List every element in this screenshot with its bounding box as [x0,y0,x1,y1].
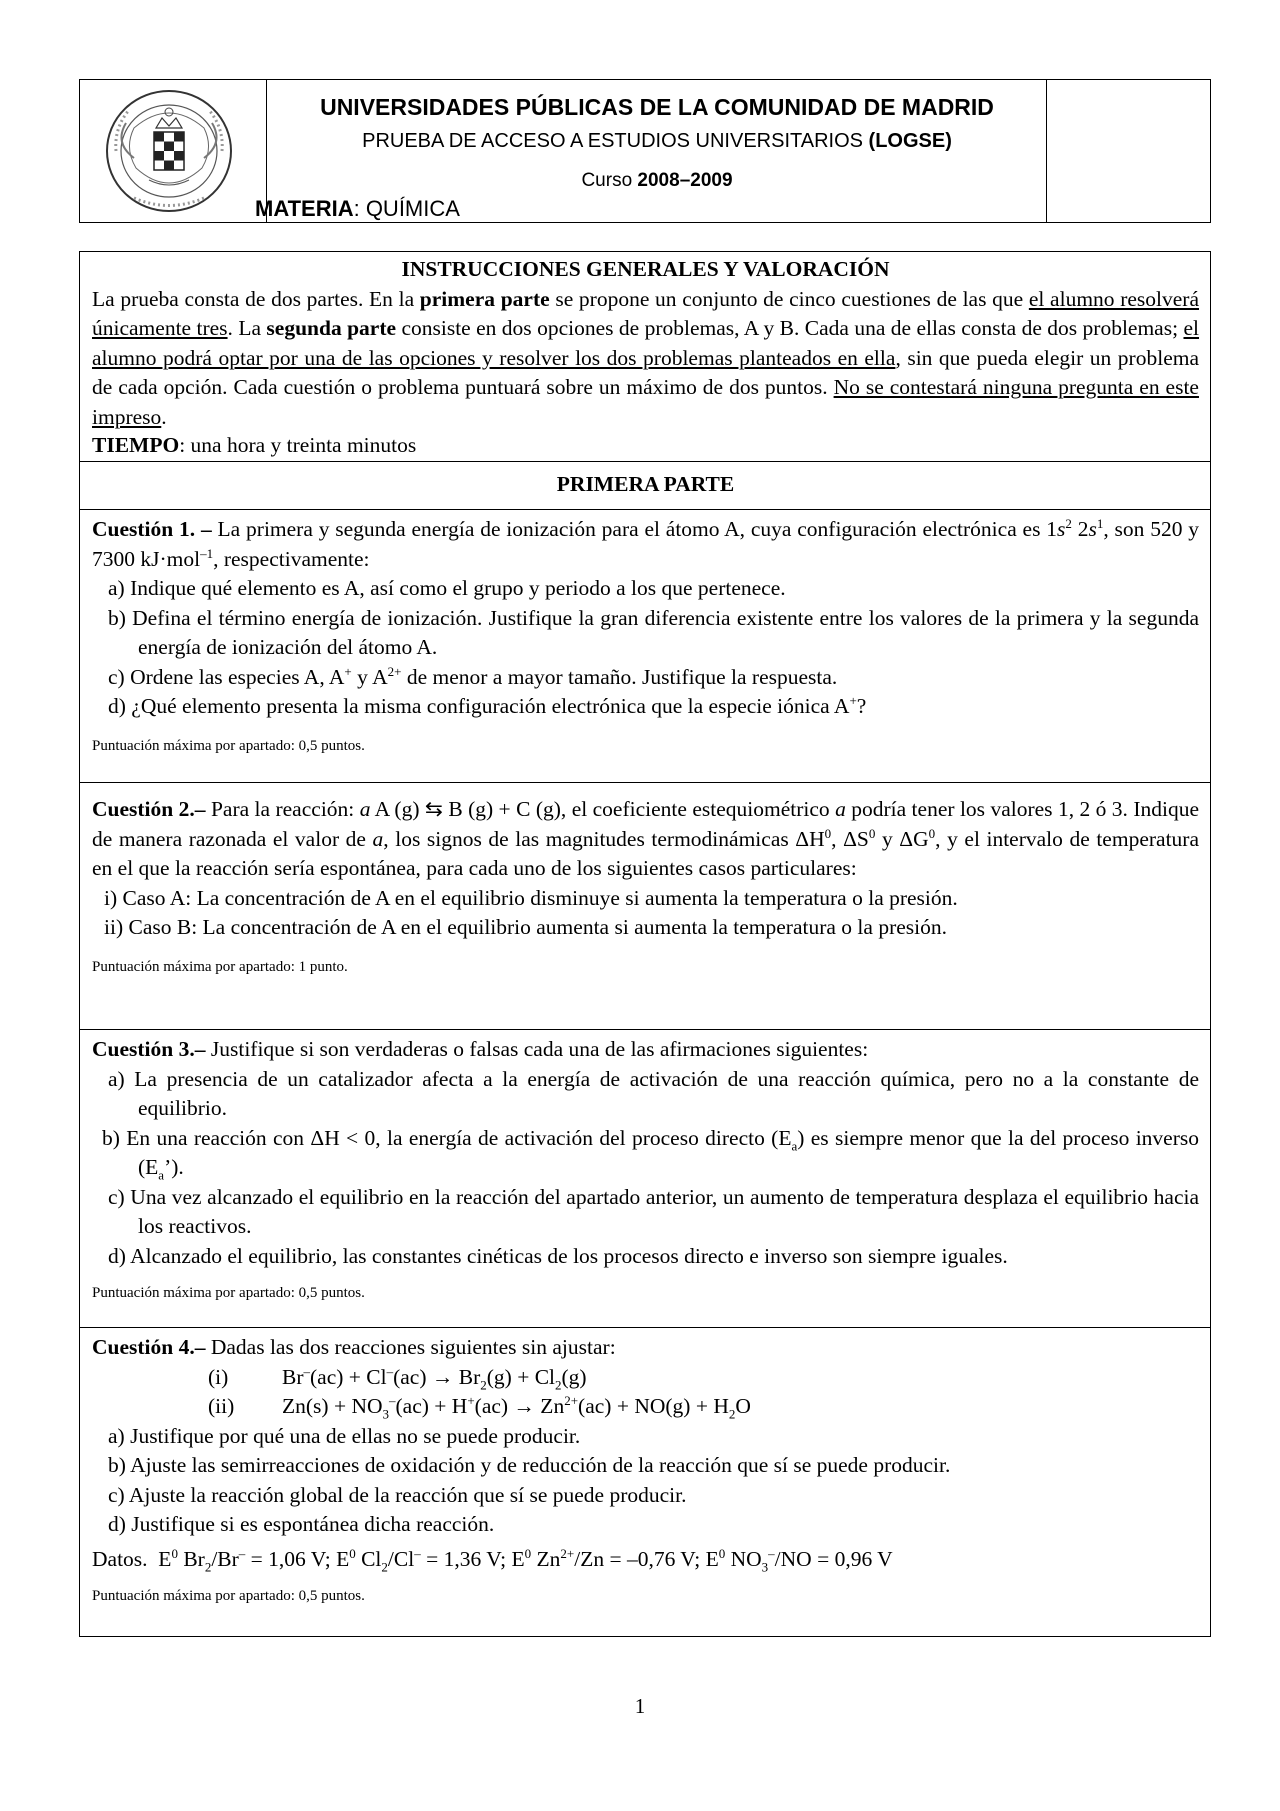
q3-item-d: d) Alcanzado el equilibrio, las constantes cinéticas de los procesos directo e inverso son siempre iguales. [108,1243,1008,1268]
q2-p1: Para la reacción: [205,797,360,821]
q4-r2-sup-2p: 2+ [564,1392,579,1408]
q1-score: Puntuación máxima por apartado: 0,5 puntos. [92,737,365,754]
q1-intro [92,515,1199,574]
time-label: TIEMPO [92,433,180,457]
instr-u2: el alumno podrá optar por una de las opciones y resolver los dos problemas planteados en ella [92,316,1200,370]
q1-intro-b: , son 520 y 7300 kJ·mol [92,517,1200,571]
instr-t1: La prueba consta de dos partes. En la [92,286,420,311]
q3-b-sub2: a [158,1167,165,1183]
part1-title: PRIMERA PARTE [556,472,735,496]
q3-item-c: c) Una vez alcanzado el equilibrio en la reacción del apartado anterior, un aumento de temperatura desplaza el equilibrio hacia los reactivos. [108,1184,1199,1238]
header-blank-cell [1046,80,1210,222]
instr-u3: No se contestará ninguna pregunta en este impreso [92,375,1199,429]
q1-item-a: a) Indique qué elemento es A, así como el grupo y periodo a los que pertenece. [108,576,786,600]
q1-sup2: 2 [1065,515,1072,531]
q1-item-c [92,663,1199,693]
exam-name [268,130,1046,153]
exam-header [79,79,1211,223]
q4-dt4-sub: 2 [381,1558,388,1574]
q4-dt9-sup: – [768,1545,775,1561]
q4-r1-c: (ac) → Br [393,1364,481,1389]
q4-r2-b: (ac) + H [395,1394,468,1418]
q2-p3: podría tener los valores 1, 2 ó 3. Indique de manera razonada el valor de [92,797,1200,851]
course-label: Curso [581,170,633,191]
q2-p6: y ΔG [875,826,929,851]
q2-a3: a [372,826,384,851]
instr-t2: se propone un conjunto de cinco cuestiones de las que [549,286,1029,311]
q2-sup-h: 0 [824,825,832,841]
time-value: : una hora y treinta minutos [179,433,417,457]
page-number: 1 [634,1694,646,1718]
instr-t6: . [161,404,167,429]
q1-s1: s [1057,517,1066,541]
q4-item-c: c) Ajuste la reacción global de la reacción que sí se puede producir. [108,1482,687,1507]
q4-dt5: /Cl [387,1546,415,1571]
q4-r1-d: (g) + Cl [486,1364,556,1389]
q1-item-d [92,692,1199,722]
instructions-section [80,252,1210,461]
q2-sup-s: 0 [868,825,876,841]
q4-item-a: a) Justifique por qué una de ellas no se puede producir. [108,1423,581,1448]
q3-b3: ’). [164,1155,184,1179]
instr-t5: , sin que pueda elegir un problema de cada opción. Cada cuestión o problema puntuará sobre un máximo de dos puntos. [92,345,1200,399]
subject [255,196,460,222]
exam-suffix: (LOGSE) [868,130,952,152]
q4-r2-label: (ii) [208,1394,235,1418]
instructions-text [92,285,1199,433]
q1-sp: 2 [1071,517,1089,541]
q1-c3: de menor a mayor tamaño. Justifique la respuesta. [401,664,838,689]
q3-b-sub1: a [791,1137,798,1153]
q4-dt9: NO [730,1546,762,1571]
q4-e1-sup: 0 [171,1545,178,1561]
q4-dt7: Zn [536,1546,561,1571]
exam-name-text: PRUEBA DE ACCESO A ESTUDIOS UNIVERSITARIOS [362,130,863,152]
q4-score: Puntuación máxima por apartado: 0,5 puntos. [92,1588,365,1604]
q2-p7: , y el intervalo de temperatura en el que la reacción sería espontánea, para cada uno de los siguientes casos particulares: [92,826,1199,880]
q2-sup-g: 0 [928,825,936,841]
q1-intro-c: , respectivamente: [213,546,370,571]
q2-p4: , los signos de las magnitudes termodinámicas ΔH [383,826,825,851]
course-year: 2008–2009 [637,170,733,191]
q4-e1: E [158,1546,172,1571]
q4-r2-sup-p: + [467,1392,475,1408]
q2-a2: a [835,797,846,821]
seal-cell [80,80,267,222]
q2-case-b: ii) Caso B: La concentración de A en el equilibrio aumenta si aumenta la temperatura o la presión. [104,915,947,939]
instr-t3: . La [227,316,267,340]
q4-r2-e: O [735,1394,751,1418]
q4-dt1-sub: 2 [204,1558,212,1574]
course [268,170,1046,192]
q1-s2: s [1088,517,1097,541]
q1-title: Cuestión 1. – [92,517,212,541]
q2-case-a: i) Caso A: La concentración de A en el equilibrio disminuye si aumenta la temperatura o la presión. [104,885,958,910]
q4-r1-a: Br [282,1364,304,1389]
university-seal-logo [104,88,234,214]
q4-r2-sup-m: – [389,1392,396,1408]
time-line [92,432,1199,458]
subject-label: MATERIA [255,196,354,221]
q3-item-b [92,1124,1199,1183]
q2-a1: a [359,797,371,821]
question-4 [80,1327,1210,1638]
q2-score: Puntuación máxima por apartado: 1 punto. [92,958,348,975]
instructions-title: INSTRUCCIONES GENERALES Y VALORACIÓN [401,257,890,281]
q4-intro [92,1333,1199,1363]
q4-title: Cuestión 4.– [92,1335,206,1359]
q4-dt3: = 1,06 V; E [245,1546,350,1571]
q1-sup1: 1 [1096,515,1104,531]
q4-dt7-sup: 2+ [560,1545,575,1561]
university-name: UNIVERSIDADES PÚBLICAS DE LA COMUNIDAD DE MADRID [320,94,994,120]
q3-score: Puntuación máxima por apartado: 0,5 puntos. [92,1285,365,1301]
q4-r2-sub3: 3 [382,1406,389,1422]
question-1 [80,509,1210,782]
q4-dt10: /NO = 0,96 V [774,1546,893,1571]
question-3 [80,1029,1210,1327]
q2-p2: A (g) ⇆ B (g) + C (g), el coeficiente estequiométrico [370,797,836,821]
q4-r1-label: (i) [208,1364,229,1389]
q1-d2: ? [856,694,867,718]
q4-e3-sup: 0 [524,1545,532,1561]
q4-r1-sup1: – [303,1363,310,1379]
q4-reaction-2 [92,1392,1199,1422]
q4-reaction-1 [92,1363,1199,1393]
q4-dt9-sub: 3 [761,1558,769,1574]
q2-title: Cuestión 2.– [92,797,206,821]
q4-r2-sub2: 2 [728,1406,736,1422]
q1-c1: c) Ordene las especies A, A [108,664,345,689]
q3-intro-text: Justifique si son verdaderas o falsas cada una de las afirmaciones siguientes: [205,1037,869,1061]
q4-dt2-sup: – [238,1545,246,1561]
q4-item-d: d) Justifique si es espontánea dicha reacción. [108,1512,495,1536]
q1-c-sup1: + [344,663,352,679]
q1-d1: d) ¿Qué elemento presenta la misma configuración electrónica que la especie iónica A [108,694,850,718]
q4-item-b: b) Ajuste las semirreacciones de oxidación y de reducción de la reacción que sí se puede producir. [108,1453,951,1477]
q4-r1-e: (g) [561,1364,587,1389]
q3-intro [92,1035,1199,1065]
q1-c2: y A [351,664,388,689]
q1-d-sup: + [849,692,857,708]
q4-r1-sub2: 2 [555,1376,562,1392]
instr-b2: segunda parte [266,316,397,340]
q1-c-sup2: 2+ [387,663,402,679]
q4-dt2: /Br [211,1546,239,1571]
q4-dt6: = 1,36 V; E [420,1546,525,1571]
q2-intro [92,795,1199,884]
instr-u1: el alumno resolverá únicamente tres [92,286,1200,340]
q3-b1: b) En una reacción con ΔH < 0, la energía de activación del proceso directo (E [102,1125,792,1150]
question-2 [80,782,1210,1029]
q4-e4-sup: 0 [718,1545,726,1561]
q4-dt4: Cl [361,1546,382,1571]
q2-p5: , ΔS [831,826,869,851]
q4-r2-a: Zn(s) + NO [282,1394,383,1418]
q4-dt8: /Zn = –0,76 V; E [574,1546,719,1571]
q4-datos-label: Datos. [92,1546,148,1571]
q4-dt5-sup: – [414,1545,421,1561]
q4-r2-c: (ac) → Zn [474,1394,565,1418]
instr-t4: consiste en dos opciones de problemas, A y B. Cada una de ellas consta de dos problemas; [396,316,1184,340]
q3-item-a: a) La presencia de un catalizador afecta a la energía de activación de una reacción química, pero no a la constante de equilibrio. [108,1066,1199,1120]
q4-r1-sup2: – [386,1363,394,1379]
q1-item-b: b) Defina el término energía de ionización. Justifique la gran diferencia existente entre los valores de la primera y la segunda energía de ionización del átomo A. [108,605,1199,659]
part1-header [80,461,1210,509]
q3-title: Cuestión 3.– [92,1037,206,1061]
q4-dt1: Br [183,1546,205,1571]
q3-b2: ) es siempre menor que la del proceso inverso (E [138,1125,1199,1179]
q4-r2-d: (ac) + NO(g) + H [578,1394,729,1418]
subject-value: : QUÍMICA [353,196,460,221]
q4-r1-b: (ac) + Cl [310,1364,387,1389]
q4-data [92,1545,1199,1575]
exam-body [79,251,1211,1637]
q4-r1-sub1: 2 [480,1376,487,1392]
q1-intro-a: La primera y segunda energía de ionización para el átomo A, cuya configuración electrónica es 1 [211,517,1058,541]
instr-b1: primera parte [419,286,550,311]
q4-intro-text: Dadas las dos reacciones siguientes sin ajustar: [205,1335,616,1359]
q1-supm1: –1 [200,545,214,561]
q4-e2-sup: 0 [349,1545,356,1561]
